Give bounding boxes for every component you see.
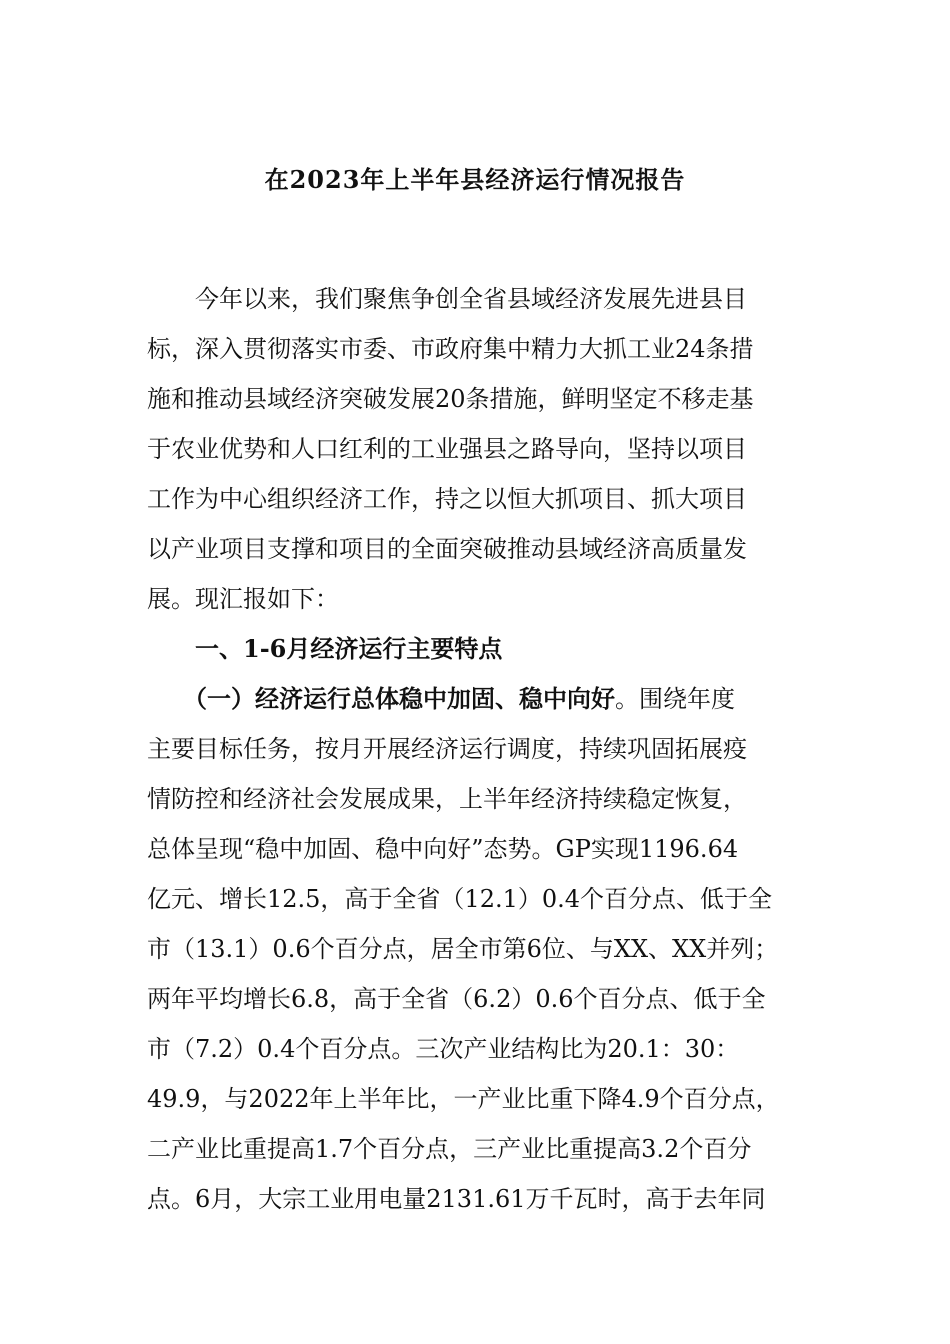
subsection-line [183, 679, 735, 719]
subsection-text: 。围绕年度 [615, 685, 735, 713]
document-title: 在2023年上半年县经济运行情况报告 [264, 165, 686, 194]
paragraph-line: 标，深入贯彻落实市委、市政府集中精力大抓工业24条措 [147, 335, 754, 363]
subsection-heading: （一）经济运行总体稳中加固、稳中向好 [183, 684, 615, 713]
paragraph-line: 于农业优势和人口红利的工业强县之路导向，坚持以项目 [147, 435, 747, 463]
paragraph-line: 市（13.1）0.6个百分点，居全市第6位、与XX、XX并列； [147, 935, 779, 963]
paragraph-line: 施和推动县域经济突破发展20条措施，鲜明坚定不移走基 [147, 385, 754, 413]
paragraph-line: 亿元、增长12.5，高于全省（12.1）0.4个百分点、低于全 [147, 885, 773, 913]
paragraph-line: 市（7.2）0.4个百分点。三次产业结构比为20.1：30： [147, 1035, 740, 1063]
paragraph-line: 以产业项目支撑和项目的全面突破推动县域经济高质量发 [147, 535, 747, 563]
paragraph-line: 点。6月，大宗工业用电量2131.61万千瓦时，高于去年同 [147, 1185, 766, 1213]
paragraph-line: 二产业比重提高1.7个百分点，三产业比重提高3.2个百分 [147, 1135, 752, 1163]
paragraph-line: 工作为中心组织经济工作，持之以恒大抓项目、抓大项目 [147, 485, 747, 513]
paragraph-line: 情防控和经济社会发展成果，上半年经济持续稳定恢复， [147, 785, 747, 813]
paragraph-line: 主要目标任务，按月开展经济运行调度，持续巩固拓展疫 [147, 735, 747, 763]
paragraph-line: 今年以来，我们聚焦争创全省县域经济发展先进县目 [195, 285, 747, 313]
paragraph-line: 总体呈现“稳中加固、稳中向好”态势。GP实现1196.64 [147, 835, 739, 863]
section-heading: 一、1-6月经济运行主要特点 [195, 634, 503, 663]
paragraph-line: 49.9，与2022年上半年比，一产业比重下降4.9个百分点， [147, 1085, 780, 1113]
paragraph-line: 两年平均增长6.8，高于全省（6.2）0.6个百分点、低于全 [147, 985, 766, 1013]
paragraph-line: 展。现汇报如下： [147, 585, 339, 613]
